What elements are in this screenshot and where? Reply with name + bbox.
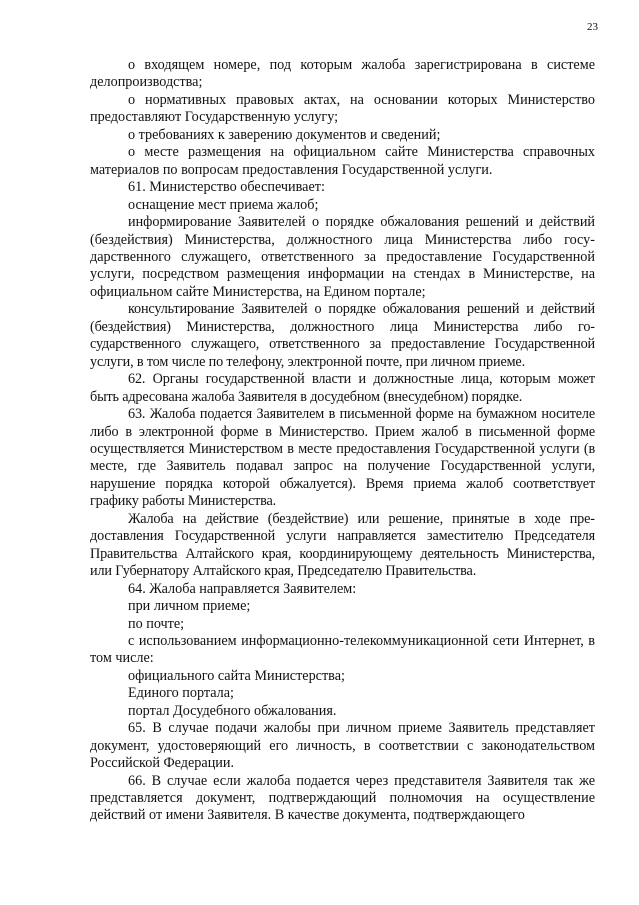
paragraph: Единого портала;	[128, 685, 234, 702]
page-number: 23	[587, 21, 598, 33]
paragraph: консультирование Заявителей о порядке обжалования решений и действий (бездействия) Министерства, должностного лица Министерства либо государственного служащего, ответственного за предоставление Государственной услуги, в том числе по телефону, электронной почте, при личном приеме.	[90, 301, 595, 370]
paragraph: оснащение мест приема жалоб;	[128, 196, 319, 213]
paragraph: о входящем номере, под которым жалоба зарегистрирована в системе делопроизводства;	[90, 57, 595, 91]
paragraph: о требованиях к заверению документов и сведений;	[128, 126, 441, 143]
paragraph: 62. Органы государственной власти и должностные лица, которым может быть адресована жалоба Заявителя в досудебном (внесудебном) порядке.	[90, 371, 595, 405]
paragraph: о месте размещения на официальном сайте Министерства справочных материалов по вопросам предоставления Государственной услуги.	[90, 144, 595, 178]
paragraph: Жалоба на действие (бездействие) или решение, принятые в ходе предоставления Государственной услуги направляется заместителю Председателя Правительства Алтайского края, координирующему деятельность Министерства, или Губернатору Алтайского края, Председателю Правительства.	[90, 510, 595, 580]
paragraph: 63. Жалоба подается Заявителем в письменной форме на бумажном носителе либо в электронной форме в Министерство. Прием жалоб в письменной форме осуществляется Министерством в месте предоставления Государственной услуги (в месте, где Заявитель подавал запрос на получение Государственной услуги, нарушение порядка которой обжалуется). Время приема жалоб соответствует графику работы Министерства.	[90, 406, 595, 510]
paragraph: официального сайта Министерства;	[128, 667, 345, 684]
paragraph: при личном приеме;	[128, 598, 251, 615]
paragraph: 64. Жалоба направляется Заявителем:	[128, 580, 357, 597]
paragraph: 66. В случае если жалоба подается через представителя Заявителя так же представляется документ, подтверждающий полномочия на осуществление действий от имени Заявителя. В качестве документа, подтверждающего	[90, 772, 595, 824]
document-body	[90, 57, 595, 825]
paragraph: информирование Заявителей о порядке обжалования решений и действий (бездействия) Министерства, должностного лица Министерства либо государственного служащего, ответственного за предоставление Государственной услуги, посредством размещения информации на стендах в Министерстве, на официальном сайте Министерства, на Едином портале;	[90, 214, 595, 300]
paragraph: 65. В случае подачи жалобы при личном приеме Заявитель представляет документ, удостоверяющий его личность, в соответствии с законодательством Российской Федерации.	[90, 720, 595, 772]
paragraph: по почте;	[128, 615, 185, 632]
paragraph: 61. Министерство обеспечивает:	[128, 179, 325, 196]
paragraph: портал Досудебного обжалования.	[128, 702, 337, 719]
paragraph: о нормативных правовых актах, на основании которых Министерство предоставляют Государственную услугу;	[90, 91, 595, 126]
paragraph: с использованием информационно-телекоммуникационной сети Интернет, в том числе:	[90, 632, 595, 667]
